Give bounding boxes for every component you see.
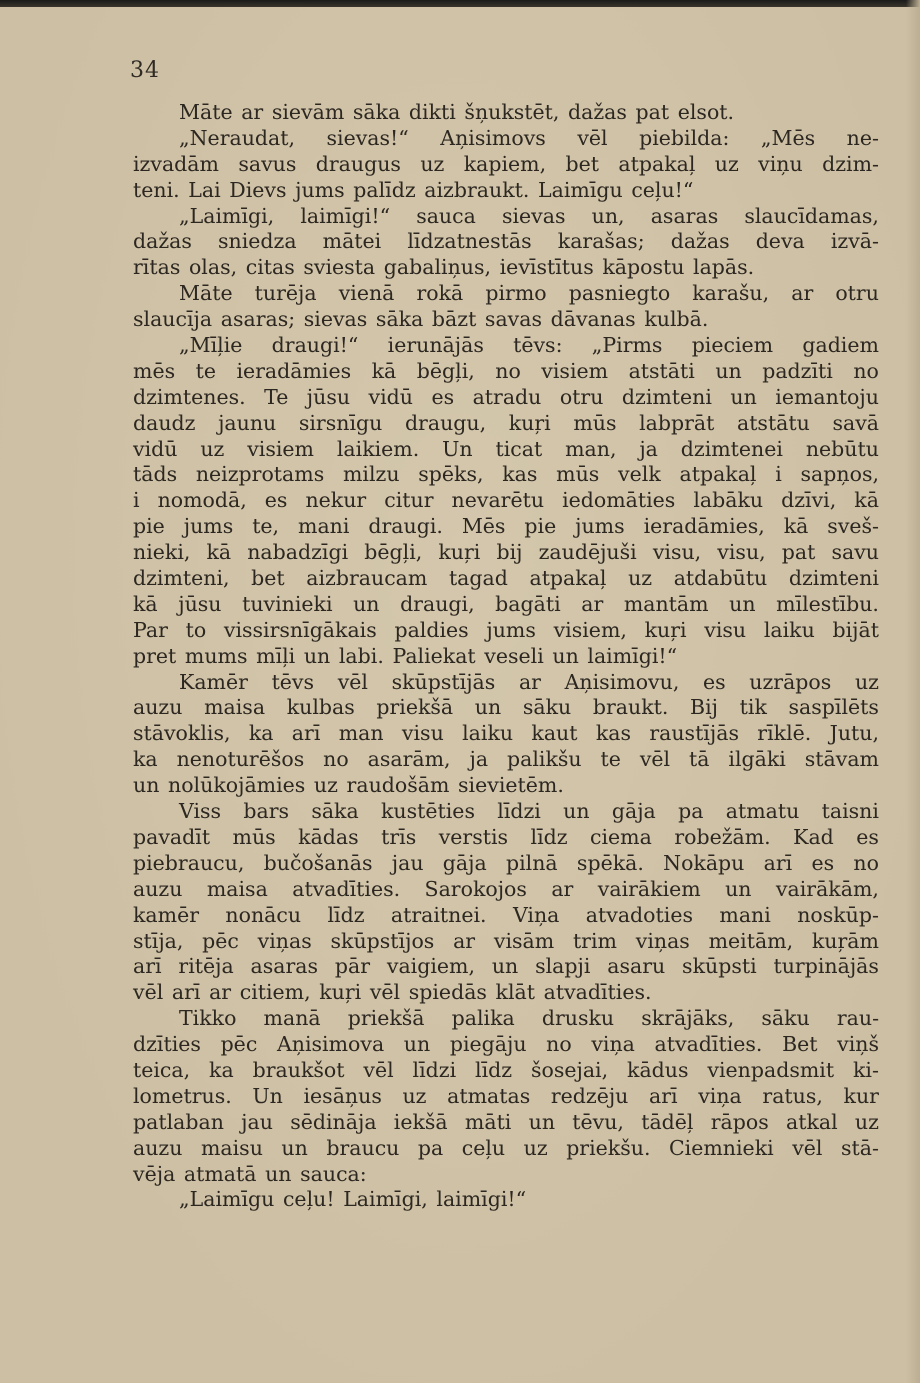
text-line: teni. Lai Dievs jums palīdz aizbraukt. Laimīgu ceļu!“ — [133, 177, 694, 202]
text-line: „Laimīgu ceļu! Laimīgi, laimīgi!“ — [179, 1187, 527, 1212]
scan-right-edge — [906, 0, 920, 1383]
text-line: „Laimīgi, laimīgi!“ sauca sievas un, asaras slaucīdamas, — [179, 203, 879, 228]
text-line: „Neraudat, sievas!“ Aņisimovs vēl piebilda: „Mēs ne- — [179, 125, 879, 150]
text-line: pret mums mīļi un labi. Paliekat veseli un laimīgi!“ — [133, 643, 678, 668]
text-line: pie jums te, mani draugi. Mēs pie jums ieradāmies, kā sveš- — [133, 514, 879, 539]
text-line: kā jūsu tuvinieki un draugi, bagāti ar mantām un mīlestību. — [133, 591, 879, 616]
text-line: auzu maisa kulbas priekšā un sāku braukt. Bij tik saspīlēts — [133, 695, 879, 720]
text-line: kamēr nonācu līdz atraitnei. Viņa atvadoties mani noskūp- — [133, 902, 879, 927]
body-text — [133, 100, 879, 1213]
text-line: vidū uz visiem laikiem. Un ticat man, ja dzimtenei nebūtu — [133, 436, 879, 461]
text-line: piebraucu, bučošanās jau gāja pilnā spēkā. Nokāpu arī es no — [133, 850, 879, 875]
text-line: un nolūkojāmies uz raudošām sievietēm. — [133, 773, 564, 798]
text-line: Māte ar sievām sāka dikti šņukstēt, dažas pat elsot. — [179, 100, 735, 124]
text-line: lometrus. Un iesāņus uz atmatas redzēju arī viņa ratus, kur — [133, 1083, 879, 1108]
text-line: dzimteni, bet aizbraucam tagad atpakaļ uz atdabūtu dzimteni — [133, 566, 879, 591]
text-line: „Mīļie draugi!“ ierunājās tēvs: „Pirms pieciem gadiem — [179, 333, 879, 358]
text-line: slaucīja asaras; sievas sāka bāzt savas dāvanas kulbā. — [133, 307, 709, 332]
text-line: arī ritēja asaras pār vaigiem, un slapji asaru skūpsti turpinājās — [133, 954, 879, 979]
text-line: vēl arī ar citiem, kuŗi vēl spiedās klāt atvadīties. — [133, 980, 652, 1005]
text-line: Par to vissirsnīgākais paldies jums visiem, kuŗi visu laiku bijāt — [133, 617, 879, 642]
text-line: stīja, pēc viņas skūpstījos ar visām trim viņas meitām, kuŗām — [133, 928, 879, 953]
text-line: dažas sniedza mātei līdzatnestās karašas; dažas deva izvā- — [133, 229, 879, 254]
text-line: mēs te ieradāmies kā bēgļi, no visiem atstāti un padzīti no — [133, 358, 879, 383]
text-line: nieki, kā nabadzīgi bēgļi, kuŗi bij zaudējuši visu, visu, pat savu — [133, 540, 879, 565]
scan-top-edge — [0, 0, 920, 7]
text-line: daudz jaunu sirsnīgu draugu, kuŗi mūs labprāt atstātu savā — [133, 410, 879, 435]
text-line: dzimtenes. Te jūsu vidū es atradu otru dzimteni un iemantoju — [133, 384, 879, 409]
text-line: Tikko manā priekšā palika drusku skrājāks, sāku rau- — [179, 1006, 879, 1031]
text-line: teica, ka braukšot vēl līdzi līdz šosejai, kādus vienpadsmit ki- — [133, 1057, 879, 1082]
text-line: auzu maisu un braucu pa ceļu uz priekšu. Ciemnieki vēl stā- — [133, 1135, 879, 1160]
text-line: Kamēr tēvs vēl skūpstījās ar Aņisimovu, es uzrāpos uz — [179, 669, 879, 694]
text-line: izvadām savus draugus uz kapiem, bet atpakaļ uz viņu dzim- — [133, 151, 879, 176]
text-line: pavadīt mūs kādas trīs verstis līdz ciema robežām. Kad es — [133, 824, 879, 849]
text-line: vēja atmatā un sauca: — [133, 1161, 367, 1186]
text-line: Viss bars sāka kustēties līdzi un gāja pa atmatu taisni — [179, 799, 879, 824]
text-line: stāvoklis, ka arī man visu laiku kaut kas raustījās rīklē. Jutu, — [133, 721, 879, 746]
text-line: patlaban jau sēdināja iekšā māti un tēvu, tādēļ rāpos atkal uz — [133, 1109, 879, 1134]
text-line: Māte turēja vienā rokā pirmo pasniegto karašu, ar otru — [179, 281, 879, 306]
text-line: auzu maisa atvadīties. Sarokojos ar vairākiem un vairākām, — [133, 876, 879, 901]
text-line: rītas olas, citas sviesta gabaliņus, ievīstītus kāpostu lapās. — [133, 255, 755, 280]
text-line: i nomodā, es nekur citur nevarētu iedomāties labāku dzīvi, kā — [133, 488, 879, 513]
page-number: 34 — [130, 58, 160, 83]
text-line: tāds neizprotams milzu spēks, kas mūs velk atpakaļ i sapņos, — [133, 462, 879, 487]
text-line: ka nenoturēšos no asarām, ja palikšu te vēl tā ilgāki stāvam — [133, 747, 879, 772]
text-line: dzīties pēc Aņisimova un piegāju no viņa atvadīties. Bet viņš — [133, 1032, 879, 1057]
